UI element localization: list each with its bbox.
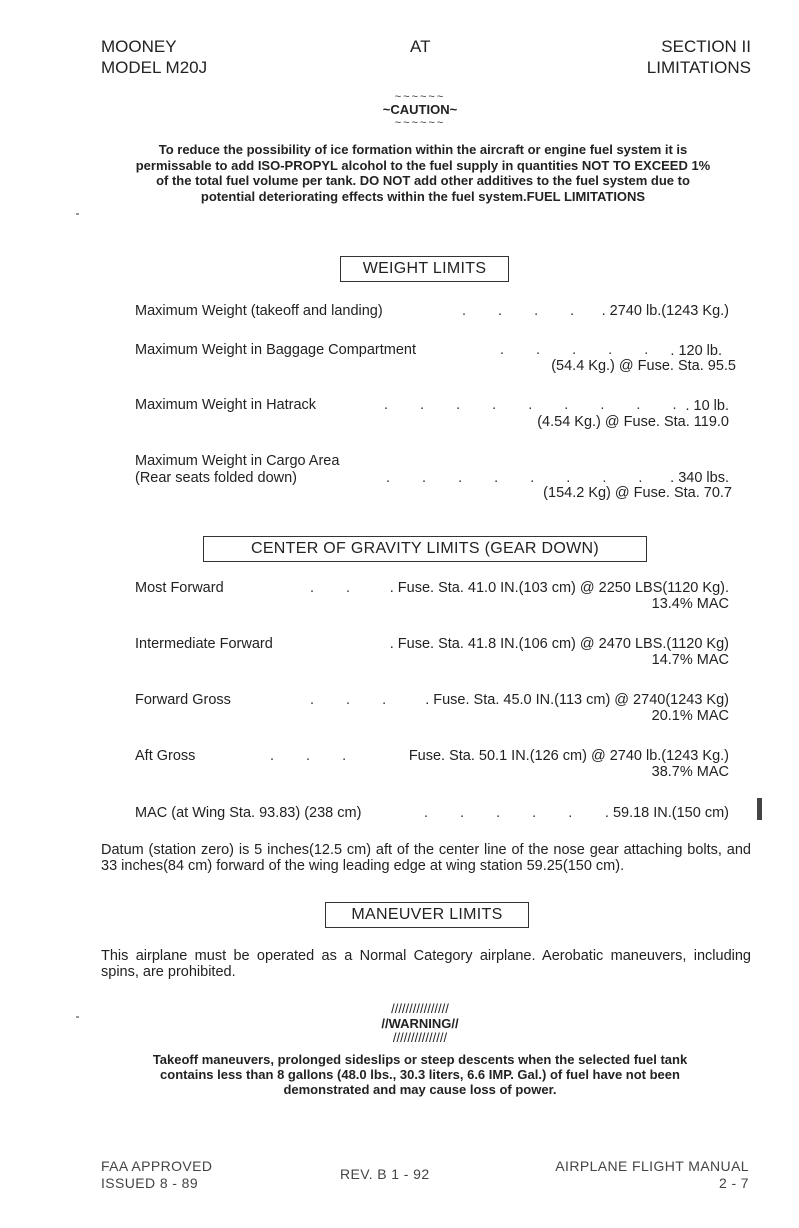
maneuver-limits-heading: MANEUVER LIMITS xyxy=(325,902,529,928)
takeoff-weight-dots: . . . . xyxy=(462,303,589,319)
hatrack-weight-value: . 10 lb. xyxy=(685,398,729,414)
most-forward-dots: . . xyxy=(310,580,365,596)
manual-title: AIRPLANE FLIGHT MANUAL xyxy=(555,1158,749,1174)
footer-left xyxy=(101,1158,212,1192)
issued-date: ISSUED 8 - 89 xyxy=(101,1175,199,1191)
revision-label: REV. B 1 - 92 xyxy=(340,1166,430,1182)
caution-title: ~CAUTION~ xyxy=(382,102,458,117)
most-forward-label: Most Forward xyxy=(135,580,224,596)
cargo-weight-note: (Rear seats folded down) xyxy=(135,470,297,486)
warning-slashes-bottom: /////////////// xyxy=(392,1030,448,1045)
caution-tilde-top: ~~~~~~ xyxy=(394,91,446,103)
mac-label: MAC (at Wing Sta. 93.83) (238 cm) xyxy=(135,805,362,821)
model-name: MODEL M20J xyxy=(101,58,208,77)
scan-mark xyxy=(76,1016,79,1018)
baggage-weight-station: (54.4 Kg.) @ Fuse. Sta. 95.5 xyxy=(551,358,736,374)
takeoff-weight-value: . 2740 lb.(1243 Kg.) xyxy=(601,303,729,319)
header-center: AT xyxy=(410,37,431,56)
aft-gross-dots: . . . xyxy=(270,748,361,764)
footer-right xyxy=(555,1158,749,1192)
forward-gross-label: Forward Gross xyxy=(135,692,231,708)
warning-slashes-top: //////////////// xyxy=(391,1001,449,1016)
cargo-weight-station: (154.2 Kg) @ Fuse. Sta. 70.7 xyxy=(543,485,732,501)
caution-text: To reduce the possibility of ice formation within the aircraft or engine fuel system it is permissable to add ISO-PROPYL alcohol to the fuel supply in quantities NOT TO EXCEED 1% of the total fuel volume per tank. DO NOT add other additives to the fuel system due to potential deteriorating effects within the fuel system.FUEL LIMITATIONS xyxy=(135,142,711,204)
warning-heading xyxy=(300,1002,540,1046)
header-left xyxy=(101,36,207,78)
page-number: 2 - 7 xyxy=(718,1175,749,1191)
manufacturer-name: MOONEY xyxy=(101,37,177,56)
warning-title: //WARNING// xyxy=(381,1015,459,1031)
caution-tilde-bottom: ~~~~~~ xyxy=(394,117,446,129)
takeoff-weight-label: Maximum Weight (takeoff and landing) xyxy=(135,303,383,319)
header-right xyxy=(647,36,751,78)
intermediate-forward-label: Intermediate Forward xyxy=(135,636,273,652)
datum-paragraph: Datum (station zero) is 5 inches(12.5 cm) aft of the center line of the nose gear attaching bolts, and 33 inches(84 cm) forward of the wing leading edge at wing station 59.25(150 cm). xyxy=(101,842,751,874)
mac-value: . 59.18 IN.(150 cm) xyxy=(604,805,729,821)
forward-gross-dots: . . . xyxy=(310,692,401,708)
cargo-weight-label: Maximum Weight in Cargo Area xyxy=(135,453,340,469)
mac-dots: . . . . . xyxy=(424,805,587,821)
hatrack-weight-station: (4.54 Kg.) @ Fuse. Sta. 119.0 xyxy=(537,414,729,430)
weight-limits-heading: WEIGHT LIMITS xyxy=(340,256,509,282)
cargo-weight-value: . 340 lbs. xyxy=(670,470,729,486)
faa-approved: FAA APPROVED xyxy=(101,1158,213,1174)
aft-gross-value: Fuse. Sta. 50.1 IN.(126 cm) @ 2740 lb.(1243 Kg.) xyxy=(408,748,729,764)
revision-change-bar xyxy=(757,798,762,820)
baggage-weight-value: . 120 lb. xyxy=(670,343,722,359)
maneuver-paragraph: This airplane must be operated as a Normal Category airplane. Aerobatic maneuvers, including spins, are prohibited. xyxy=(101,948,751,980)
aft-gross-label: Aft Gross xyxy=(135,748,196,764)
hatrack-weight-label: Maximum Weight in Hatrack xyxy=(135,397,317,413)
section-title: LIMITATIONS xyxy=(646,58,751,77)
aft-gross-mac: 38.7% MAC xyxy=(651,764,729,780)
caution-heading xyxy=(120,92,720,128)
forward-gross-mac: 20.1% MAC xyxy=(651,708,729,724)
cg-limits-heading: CENTER OF GRAVITY LIMITS (GEAR DOWN) xyxy=(203,536,647,562)
hatrack-weight-dots: . . . . . . . . . xyxy=(384,397,691,413)
most-forward-value: . Fuse. Sta. 41.0 IN.(103 cm) @ 2250 LBS(1120 Kg). xyxy=(389,580,729,596)
baggage-weight-dots: . . . . . xyxy=(500,342,663,358)
intermediate-forward-mac: 14.7% MAC xyxy=(651,652,729,668)
warning-text: Takeoff maneuvers, prolonged sideslips or steep descents when the selected fuel tank contains less than 8 gallons (48.0 lbs., 30.3 liters, 6.6 IMP. Gal.) of fuel have not been demonstrated and may cause loss of power. xyxy=(152,1052,688,1097)
intermediate-forward-value: . Fuse. Sta. 41.8 IN.(106 cm) @ 2470 LBS.(1120 Kg) xyxy=(389,636,729,652)
section-number: SECTION II xyxy=(661,37,751,56)
forward-gross-value: . Fuse. Sta. 45.0 IN.(113 cm) @ 2740(1243 Kg) xyxy=(425,692,729,708)
cargo-weight-dots: . . . . . . . . xyxy=(386,470,657,486)
scan-mark xyxy=(76,213,79,215)
most-forward-mac: 13.4% MAC xyxy=(651,596,729,612)
baggage-weight-label: Maximum Weight in Baggage Compartment xyxy=(135,342,416,358)
